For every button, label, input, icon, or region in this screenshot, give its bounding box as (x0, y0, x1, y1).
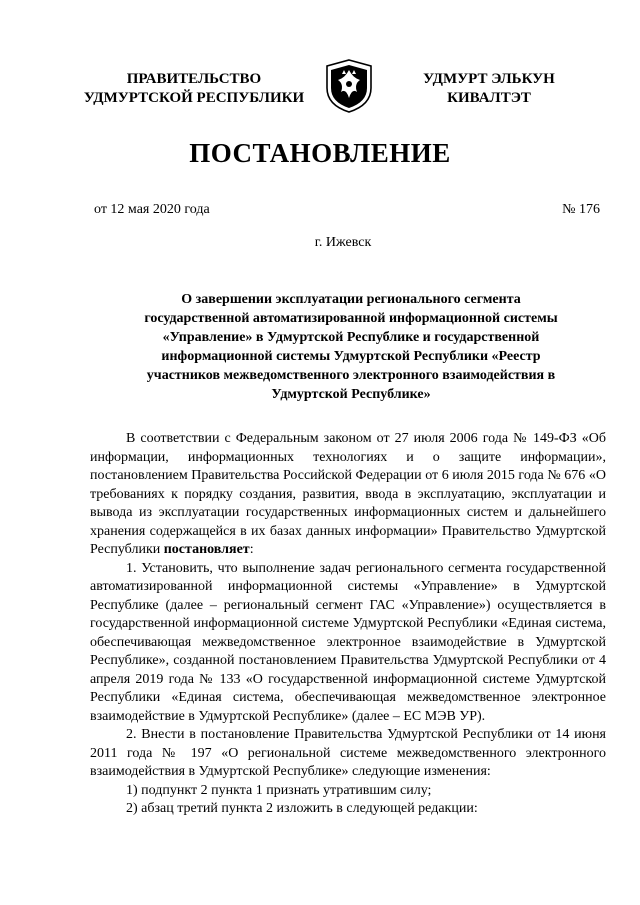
preamble-end: : (249, 542, 254, 557)
document-date: от 12 мая 2020 года (94, 202, 210, 217)
header-right-line2: КИВАЛТЭТ (447, 90, 531, 106)
document-title: О завершении эксплуатации регионального сегмента государственной автоматизированной информационной системы «Управление» в Удмуртской Республике и государственной информационной системы Удмуртской Республики «Реестр участников межведомственного электронного взаимодействия в Удмуртской Республике» (144, 292, 558, 402)
header-right-line1: УДМУРТ ЭЛЬКУН (423, 71, 555, 87)
header-left-line1: ПРАВИТЕЛЬСТВО (126, 71, 262, 87)
header-left-line2: УДМУРТСКОЙ РЕСПУБЛИКИ (83, 90, 305, 106)
document-number: № 176 (562, 202, 600, 217)
document-city: г. Ижевск (314, 235, 372, 250)
document-body (90, 430, 606, 819)
paragraph-4: 2) абзац третий пункта 2 изложить в следующей редакции: (126, 801, 478, 816)
preamble-text: В соответствии с Федеральным законом от 27 июля 2006 года № 149-ФЗ «Об информации, информационных технологиях и о защите информации», постановлением Правительства Российской Федерации от 6 июля 2015 года № 676 «О требованиях к порядку создания, развития, ввода в эксплуатацию, эксплуатации и вывода из эксплуатации государственных информационных систем и дальнейшего хранения содержащейся в их базах данных информации» Правительство Удмуртской Республики (90, 431, 606, 557)
document-type-heading: ПОСТАНОВЛЕНИЕ (189, 138, 451, 168)
header-left (78, 70, 310, 108)
paragraph-1: 1. Установить, что выполнение задач регионального сегмента государственной автоматизированной информационной системы «Управление» в Удмуртской Республике (далее – региональный сегмент ГАС «Управление») осуществляется в государственной информационной системе Удмуртской Республики «Единая система, обеспечивающая межведомственное электронное взаимодействие в Удмуртской Республике», созданной постановлением Правительства Удмуртской Республики от 4 апреля 2019 года № 133 «О государственной информационной системе Удмуртской Республики «Единая система, обеспечивающая межведомственное электронное взаимодействие в Удмуртской Республике» (далее – ЕС МЭВ УР). (90, 560, 606, 724)
preamble-bold: постановляет (163, 542, 250, 557)
coat-of-arms-udmurtia-icon (324, 58, 374, 114)
preamble-paragraph (90, 430, 606, 560)
paragraph-2: 2. Внести в постановление Правительства Удмуртской Республики от 14 июня 2011 года № 197 «О региональной системе межведомственного электронного взаимодействия в Удмуртской Республике» следующие изменения: (90, 727, 606, 779)
paragraph-3: 1) подпункт 2 пункта 1 признать утратившим силу; (126, 782, 432, 798)
header-right (404, 70, 574, 108)
